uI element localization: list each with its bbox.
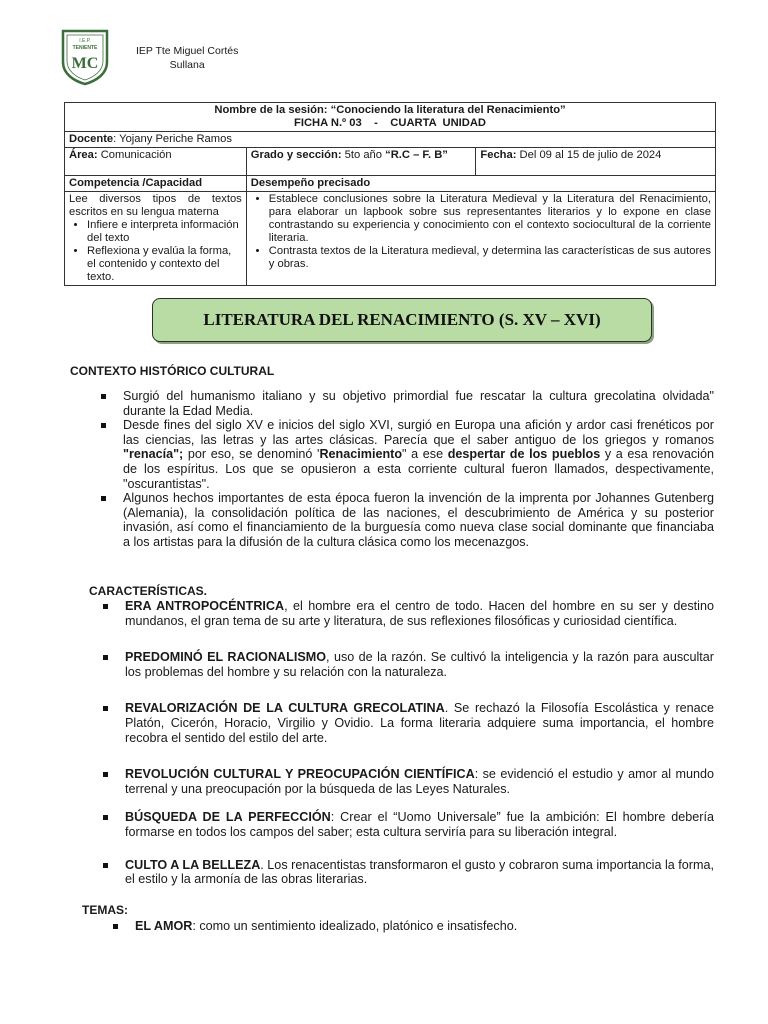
desempenos-list [251, 193, 711, 271]
caracteristica-text: : Crear el “Uomo Universale” fue la ambición: El hombre debería formarse en todos los campos del saber; esta cultura serviría para su liberación integral. [125, 810, 715, 839]
caracteristica-text: , el hombre era el centro de todo. Hacen del hombre en su ser y destino mundanos, el gran tema de su arte y literatura, de sus reflexiones filosóficas y curiosidad científica. [125, 599, 714, 628]
bullet-icon [103, 815, 108, 820]
tema-bold: EL AMOR [135, 919, 193, 933]
caracteristicas-list [125, 599, 714, 887]
bullet-icon [101, 394, 106, 399]
contexto-bold: despertar de los pueblos [447, 447, 601, 462]
caracteristica-text: , uso de la razón. Se cultivó la inteligencia y la razón para auscultar los problemas del hombre y su relación con la naturaleza. [125, 650, 714, 679]
bullet-icon [103, 706, 108, 711]
caracteristica-item [125, 650, 714, 679]
contexto-item [123, 491, 714, 549]
desempeno-cell [246, 192, 715, 286]
docente-cell [65, 132, 716, 148]
area-label: Área: [69, 149, 98, 161]
caracteristica-item [125, 599, 714, 628]
main-title-banner: LITERATURA DEL RENACIMIENTO (S. XV – XVI) [152, 298, 652, 342]
desempeno-header: Desempeño precisado [246, 176, 715, 192]
fecha-cell [476, 148, 716, 176]
ficha-number: FICHA N.º 03 - CUARTA UNIDAD [294, 117, 486, 129]
school-line-2: Sullana [169, 59, 205, 71]
logo-initials: MC [71, 55, 99, 72]
area-cell [65, 148, 247, 176]
session-name-label: Nombre de la sesión: [214, 104, 328, 116]
caracteristica-text: . Los renacentistas transformaron el gusto y cobraron suma importancia la forma, el estilo y la armonía de las obras literarias. [125, 857, 714, 887]
area-value: Comunicación [97, 149, 172, 161]
contexto-text: y a esa renovación de los espíritus. Los que se opusieron a esta corriente cultural fueron llamados, despectivamente, "oscurantistas". [123, 447, 714, 491]
fecha-value: Del 09 al 15 de julio de 2024 [516, 149, 662, 161]
tema-text: : como un sentimiento idealizado, platónico e insatisfecho. [192, 919, 518, 933]
capacidades-list [69, 219, 242, 284]
caracteristica-bold: REVALORIZACIÓN DE LA CULTURA GRECOLATINA [125, 701, 445, 716]
session-name-value: “Conociendo la literatura del Renacimiento” [330, 104, 566, 116]
school-name [136, 44, 238, 72]
caracteristica-bold: PREDOMINÓ EL RACIONALISMO [125, 650, 327, 665]
contexto-text: Algunos hechos importantes de esta época fueron la invención de la imprenta por Johannes Gutenberg (Alemania), la consolidación política de las naciones, el descubrimiento de América y su posterior invasión, así como el financiamiento de la burguesía como nueva clase social dominante que financiaba a los artistas para la difusión de la cultura clásica como los mecenazgos. [123, 491, 714, 549]
contexto-bold: "renacía"; [123, 447, 184, 462]
contexto-text: por eso, se denominó ' [183, 447, 320, 462]
logo-mid-text: TENIENTE [72, 45, 98, 51]
grado-section: “R.C – F. B” [385, 149, 448, 161]
session-title-cell [65, 103, 716, 132]
caracteristicas-title: CARACTERÍSTICAS. [89, 584, 208, 598]
caracteristica-item [125, 701, 714, 745]
desempeno-item: • Establece conclusiones sobre la Literatura Medieval y la Literatura del Renacimiento, para elaborar un lapbook sobre sus representantes literarios y lo expone en clase contrastando su experiencia y conocimiento con el contexto sociocultural de la corriente literaria. [269, 193, 711, 245]
bullet-icon [113, 924, 118, 929]
grado-cell [246, 148, 476, 176]
caracteristica-bold: ERA ANTROPOCÉNTRICA [125, 599, 285, 613]
temas-title: TEMAS: [82, 903, 128, 917]
competencia-intro: Lee diversos tipos de textos escritos en su lengua materna [69, 193, 242, 218]
bullet-icon [103, 655, 108, 660]
caracteristica-bold: CULTO A LA BELLEZA [125, 857, 261, 872]
docente-value: : Yojany Periche Ramos [113, 133, 232, 145]
grado-value: 5to año [341, 149, 386, 161]
contexto-title: CONTEXTO HISTÓRICO CULTURAL [70, 364, 275, 378]
competencia-cell [65, 192, 247, 286]
logo-top-text: I.E.P. [79, 38, 91, 44]
caracteristica-item [125, 810, 714, 839]
caracteristica-text: . Se rechazó la Filosofía Escolástica y renace Platón, Cicerón, Horacio, Virgilio y Ovidio. La forma literaria adquiere suma importancia, el hombre recobra el sentido del estilo del arte. [125, 701, 714, 745]
bullet-icon [101, 496, 106, 501]
grado-label: Grado y sección: [250, 149, 342, 161]
bullet-icon [101, 423, 106, 428]
fecha-label: Fecha: [480, 149, 517, 161]
desempeno-item: • Contrasta textos de la Literatura medieval, y determina las características de sus autores y obras. [269, 245, 711, 271]
caracteristica-text: : se evidenció el estudio y amor al mundo terrenal y una preocupación por la búsqueda de las Leyes Naturales. [125, 767, 714, 796]
bullet-icon [103, 604, 108, 609]
bullet-icon [103, 863, 108, 868]
caracteristica-item [125, 767, 714, 796]
docente-label: Docente [69, 133, 114, 145]
contexto-text: Desde fines del siglo XV e inicios del siglo XVI, surgió en Europa una afición y ardor casi frenéticos por las ciencias, las letras y las artes clásicas. Parecía que el saber antiguo de los griegos y romanos [123, 418, 714, 447]
contexto-text: Surgió del humanismo italiano y su objetivo primordial fue rescatar la cultura grecolatina olvidada" durante la Edad Media. [123, 389, 714, 418]
school-line-1: IEP Tte Miguel Cortés [136, 45, 239, 57]
caracteristica-item [125, 858, 714, 887]
competencia-header: Competencia /Capacidad [65, 176, 247, 192]
school-logo [60, 28, 110, 86]
caracteristica-bold: REVOLUCIÓN CULTURAL Y PREOCUPACIÓN CIENTÍFICA [125, 767, 475, 782]
contexto-item [123, 389, 714, 418]
session-info-table [64, 102, 716, 286]
capacidad-item: • Reflexiona y evalúa la forma, el contenido y contexto del texto. [87, 245, 242, 284]
contexto-item [123, 418, 714, 491]
contexto-list [123, 389, 714, 550]
bullet-icon [103, 772, 108, 777]
tema-item [135, 919, 714, 934]
capacidad-item: • Infiere e interpreta información del texto [87, 219, 242, 245]
contexto-text: " a ese [402, 447, 448, 462]
contexto-bold: Renacimiento [319, 447, 403, 462]
caracteristica-bold: BÚSQUEDA DE LA PERFECCIÓN [125, 810, 331, 825]
temas-list [135, 919, 714, 934]
